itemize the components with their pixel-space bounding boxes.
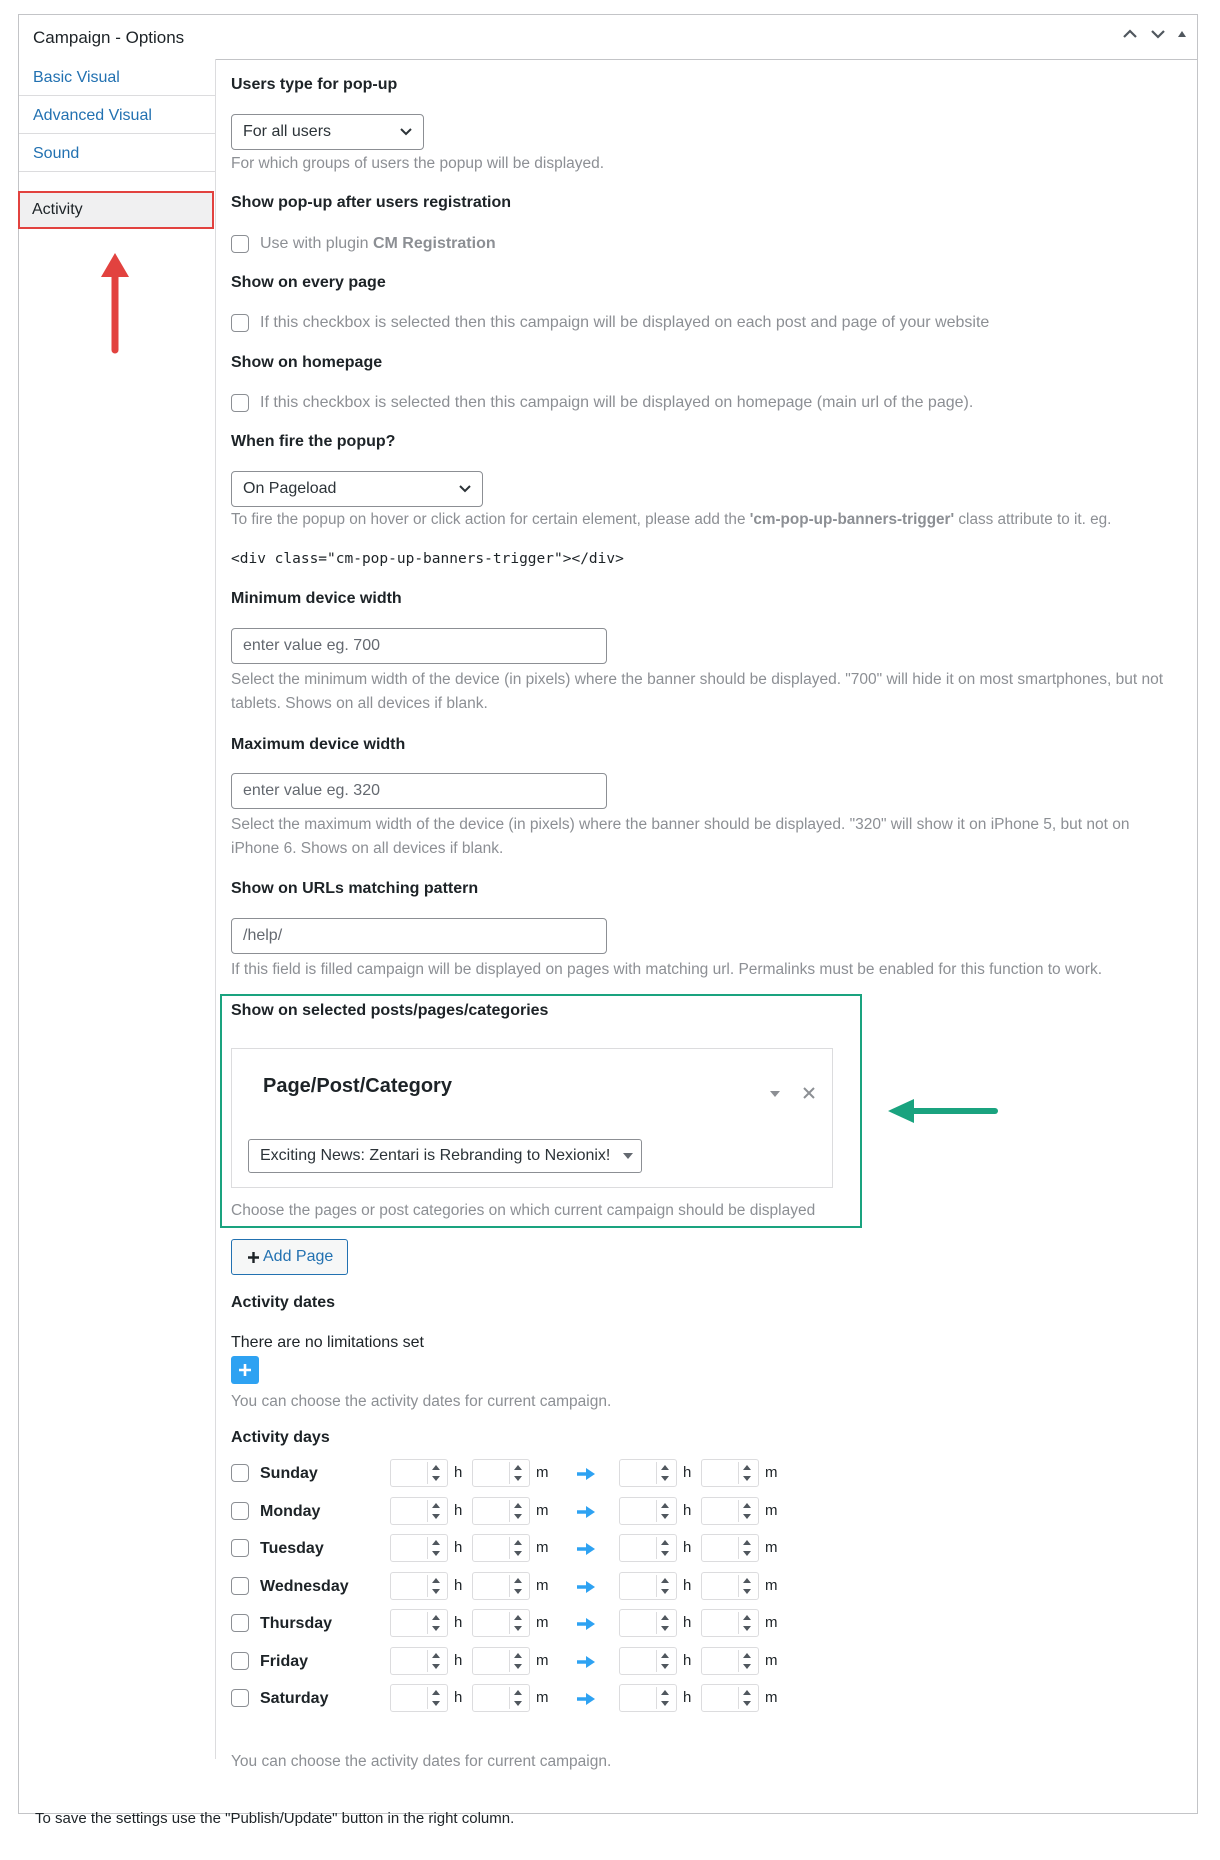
page-select-value: Exciting News: Zentari is Rebranding to Nexionix! [260,1147,611,1164]
day-checkbox[interactable] [231,1614,249,1632]
day-checkbox[interactable] [231,1539,249,1557]
unit-label: m [765,1539,778,1556]
unit-label: m [536,1614,549,1631]
every-page-label: Show on every page [231,274,386,291]
spinner-up-icon[interactable] [661,1540,669,1545]
fire-label: When fire the popup? [231,433,396,450]
spinner-down-icon[interactable] [432,1476,440,1481]
spinner-down-icon[interactable] [661,1551,669,1556]
end-hour-input[interactable] [619,1459,677,1487]
sidebar-item-advanced-visual[interactable]: Advanced Visual [19,97,215,134]
spinner-buttons[interactable] [656,1575,673,1597]
close-icon[interactable] [802,1086,816,1100]
spinner-down-icon[interactable] [661,1514,669,1519]
spinner-buttons[interactable] [509,1462,526,1484]
spinner-buttons[interactable] [656,1500,673,1522]
spinner-down-icon[interactable] [514,1589,522,1594]
activity-dates-status: There are no limitations set [231,1334,424,1351]
users-type-label: Users type for pop-up [231,76,398,93]
spinner-buttons[interactable] [738,1537,755,1559]
start-minute-input[interactable] [472,1609,530,1637]
min-width-help: Select the minimum width of the device (in pixels) where the banner should be displayed. "700" will hide it on most smartphones, but not tablets. Shows on all devices if blank. [231,671,1164,712]
sidebar-item-sound[interactable]: Sound [19,135,215,172]
arrow-right-icon [576,1617,596,1631]
spinner-down-icon[interactable] [661,1664,669,1669]
max-width-label: Maximum device width [231,736,406,753]
spinner-down-icon[interactable] [661,1626,669,1631]
after-registration-label: Show pop-up after users registration [231,194,512,211]
unit-label: m [765,1689,778,1706]
unit-label: h [683,1539,692,1556]
selected-posts-help: Choose the pages or post categories on which current campaign should be displayed [231,1202,816,1219]
unit-label: h [454,1539,463,1556]
spinner-up-icon[interactable] [661,1690,669,1695]
spinner-up-icon[interactable] [432,1503,440,1508]
spinner-buttons[interactable] [427,1650,444,1672]
end-hour-input[interactable] [619,1572,677,1600]
options-sidebar [19,59,216,1759]
end-hour-input[interactable] [619,1609,677,1637]
unit-label: m [536,1464,549,1481]
start-hour-input[interactable] [390,1459,448,1487]
arrow-right-icon [576,1580,596,1594]
spinner-up-icon[interactable] [743,1465,751,1470]
unit-label: m [765,1652,778,1669]
homepage-text: If this checkbox is selected then this campaign will be displayed on homepage (main url of the page). [260,394,974,411]
spinner-buttons[interactable] [427,1500,444,1522]
start-hour-input[interactable] [390,1497,448,1525]
homepage-label: Show on homepage [231,354,383,371]
fire-code-snippet: <div class="cm-pop-up-banners-trigger"></div> [231,551,624,567]
end-minute-input[interactable] [701,1572,759,1600]
triangle-up-icon[interactable] [1171,25,1193,47]
plus-icon [237,1362,253,1378]
spinner-up-icon[interactable] [661,1503,669,1508]
every-page-checkbox[interactable] [231,314,249,332]
start-hour-input[interactable] [390,1609,448,1637]
spinner-up-icon[interactable] [661,1653,669,1658]
spinner-up-icon[interactable] [514,1653,522,1658]
unit-label: h [454,1502,463,1519]
spinner-buttons[interactable] [427,1612,444,1634]
spinner-down-icon[interactable] [432,1589,440,1594]
url-pattern-label: Show on URLs matching pattern [231,880,479,897]
min-width-input[interactable]: enter value eg. 700 [231,628,607,664]
end-minute-input[interactable] [701,1684,759,1712]
spinner-up-icon[interactable] [432,1653,440,1658]
spinner-down-icon[interactable] [743,1626,751,1631]
spinner-down-icon[interactable] [743,1664,751,1669]
spinner-buttons[interactable] [656,1462,673,1484]
spinner-down-icon[interactable] [661,1701,669,1706]
end-minute-input[interactable] [701,1534,759,1562]
unit-label: h [454,1652,463,1669]
every-page-text: If this checkbox is selected then this campaign will be displayed on each post and page of your website [260,314,990,331]
arrow-right-icon [576,1467,596,1481]
add-page-button[interactable] [231,1239,348,1275]
spinner-buttons[interactable] [656,1650,673,1672]
users-type-help: For which groups of users the popup will be displayed. [231,155,605,172]
unit-label: m [765,1464,778,1481]
spinner-buttons[interactable] [427,1687,444,1709]
end-hour-input[interactable] [619,1684,677,1712]
fire-select[interactable] [231,471,483,507]
end-hour-input[interactable] [619,1647,677,1675]
teal-arrow-left-icon [880,1096,1000,1126]
spinner-down-icon[interactable] [432,1626,440,1631]
spinner-buttons[interactable] [427,1462,444,1484]
unit-label: h [454,1577,463,1594]
spinner-buttons[interactable] [738,1687,755,1709]
spinner-buttons[interactable] [509,1537,526,1559]
spinner-up-icon[interactable] [432,1540,440,1545]
spinner-up-icon[interactable] [661,1465,669,1470]
activity-days-label: Activity days [231,1429,330,1446]
spinner-buttons[interactable] [738,1500,755,1522]
spinner-up-icon[interactable] [661,1578,669,1583]
caret-down-icon[interactable] [769,1089,781,1099]
arrow-right-icon [576,1505,596,1519]
unit-label: h [683,1614,692,1631]
unit-label: m [765,1614,778,1631]
fire-value: On Pageload [243,480,337,497]
spinner-down-icon[interactable] [743,1476,751,1481]
unit-label: h [683,1502,692,1519]
spinner-down-icon[interactable] [661,1476,669,1481]
start-minute-input[interactable] [472,1572,530,1600]
spinner-down-icon[interactable] [743,1551,751,1556]
chevron-down-icon [399,115,413,149]
spinner-buttons[interactable] [427,1575,444,1597]
spinner-buttons[interactable] [509,1575,526,1597]
unit-label: m [765,1577,778,1594]
footer-note: To save the settings use the "Publish/Update" button in the right column. [35,1810,515,1827]
spinner-down-icon[interactable] [432,1514,440,1519]
spinner-up-icon[interactable] [514,1615,522,1620]
start-minute-input[interactable] [472,1497,530,1525]
spinner-down-icon[interactable] [432,1551,440,1556]
chevron-down-icon [458,472,472,506]
caret-down-icon [623,1152,633,1160]
homepage-checkbox[interactable] [231,394,249,412]
spinner-buttons[interactable] [738,1650,755,1672]
end-minute-input[interactable] [701,1647,759,1675]
fire-help: To fire the popup on hover or click action for certain element, please add the 'cm-pop-up-banners-trigger' class attribute to it. eg. [231,511,1112,528]
unit-label: h [454,1689,463,1706]
max-width-help: Select the maximum width of the device (in pixels) where the banner should be displayed. "320" will show it on iPhone 5, but not on iPhone 6. Shows on all devices if blank. [231,816,1130,857]
min-width-label: Minimum device width [231,590,402,607]
url-pattern-input[interactable]: /help/ [231,918,607,954]
spinner-down-icon[interactable] [514,1701,522,1706]
panel-header [19,15,1197,60]
chevron-up-icon[interactable] [1119,25,1141,47]
spinner-buttons[interactable] [509,1687,526,1709]
spinner-down-icon[interactable] [743,1589,751,1594]
start-minute-input[interactable] [472,1684,530,1712]
spinner-down-icon[interactable] [514,1476,522,1481]
spinner-buttons[interactable] [738,1575,755,1597]
start-hour-input[interactable] [390,1534,448,1562]
arrow-right-icon [576,1692,596,1706]
start-minute-input[interactable] [472,1647,530,1675]
users-type-select[interactable] [231,114,424,150]
end-hour-input[interactable] [619,1497,677,1525]
spinner-down-icon[interactable] [743,1514,751,1519]
day-checkbox[interactable] [231,1464,249,1482]
arrow-right-icon [576,1542,596,1556]
unit-label: h [454,1464,463,1481]
spinner-up-icon[interactable] [514,1578,522,1583]
day-label: Friday [260,1653,309,1670]
add-page-label: Add Page [263,1248,334,1265]
start-minute-input[interactable] [472,1459,530,1487]
spinner-down-icon[interactable] [514,1551,522,1556]
chevron-down-icon[interactable] [1147,25,1169,47]
day-label: Thursday [260,1615,333,1632]
end-minute-input[interactable] [701,1497,759,1525]
arrow-right-icon [576,1655,596,1669]
spinner-up-icon[interactable] [743,1690,751,1695]
panel-title: Campaign - Options [33,28,185,47]
spinner-buttons[interactable] [656,1537,673,1559]
unit-label: m [536,1652,549,1669]
day-checkbox[interactable] [231,1502,249,1520]
spinner-buttons[interactable] [656,1687,673,1709]
spinner-up-icon[interactable] [743,1540,751,1545]
day-checkbox[interactable] [231,1652,249,1670]
activity-dates-label: Activity dates [231,1294,336,1311]
spinner-up-icon[interactable] [743,1653,751,1658]
users-type-value: For all users [243,123,332,140]
url-pattern-help: If this field is filled campaign will be displayed on pages with matching url. Permalinks must be enabled for this function to work. [231,961,1103,978]
spinner-up-icon[interactable] [514,1690,522,1695]
add-date-button[interactable] [231,1356,259,1384]
unit-label: h [683,1689,692,1706]
activity-days-help: You can choose the activity dates for current campaign. [231,1753,612,1770]
day-label: Saturday [260,1690,329,1707]
spinner-down-icon[interactable] [432,1664,440,1669]
max-width-input[interactable]: enter value eg. 320 [231,773,607,809]
end-minute-input[interactable] [701,1459,759,1487]
sidebar-item-activity[interactable]: Activity [18,191,214,229]
spinner-up-icon[interactable] [661,1615,669,1620]
spinner-up-icon[interactable] [432,1578,440,1583]
spinner-buttons[interactable] [738,1612,755,1634]
spinner-down-icon[interactable] [514,1626,522,1631]
unit-label: h [454,1614,463,1631]
after-registration-checkbox[interactable] [231,235,249,253]
unit-label: m [536,1577,549,1594]
spinner-up-icon[interactable] [514,1465,522,1470]
page-select[interactable] [248,1139,642,1173]
after-registration-text: Use with plugin CM Registration [260,235,496,252]
sidebar-item-basic-visual[interactable]: Basic Visual [19,59,215,96]
day-label: Tuesday [260,1540,324,1557]
start-hour-input[interactable] [390,1572,448,1600]
red-arrow-up-icon [95,245,135,355]
spinner-down-icon[interactable] [743,1701,751,1706]
activity-dates-help: You can choose the activity dates for current campaign. [231,1393,612,1410]
campaign-options-panel [18,14,1198,1814]
spinner-buttons[interactable] [509,1500,526,1522]
spinner-buttons[interactable] [738,1462,755,1484]
unit-label: m [765,1502,778,1519]
spinner-up-icon[interactable] [432,1690,440,1695]
spinner-up-icon[interactable] [514,1503,522,1508]
unit-label: m [536,1539,549,1556]
day-label: Wednesday [260,1578,349,1595]
day-label: Monday [260,1503,321,1520]
day-checkbox[interactable] [231,1689,249,1707]
unit-label: m [536,1502,549,1519]
unit-label: m [536,1689,549,1706]
unit-label: h [683,1464,692,1481]
unit-label: h [683,1652,692,1669]
end-hour-input[interactable] [619,1534,677,1562]
spinner-up-icon[interactable] [432,1465,440,1470]
spinner-up-icon[interactable] [432,1615,440,1620]
spinner-down-icon[interactable] [514,1664,522,1669]
spinner-up-icon[interactable] [514,1540,522,1545]
day-checkbox[interactable] [231,1577,249,1595]
spinner-buttons[interactable] [509,1650,526,1672]
plus-icon [247,1251,260,1264]
spinner-down-icon[interactable] [661,1589,669,1594]
spinner-up-icon[interactable] [743,1578,751,1583]
selected-posts-label: Show on selected posts/pages/categories [231,1002,549,1019]
spinner-down-icon[interactable] [514,1514,522,1519]
spinner-up-icon[interactable] [743,1503,751,1508]
page-post-category-title: Page/Post/Category [263,1075,452,1097]
day-label: Sunday [260,1465,318,1482]
spinner-up-icon[interactable] [743,1615,751,1620]
end-minute-input[interactable] [701,1609,759,1637]
unit-label: h [683,1577,692,1594]
spinner-buttons[interactable] [656,1612,673,1634]
spinner-buttons[interactable] [509,1612,526,1634]
spinner-down-icon[interactable] [432,1701,440,1706]
start-hour-input[interactable] [390,1647,448,1675]
spinner-buttons[interactable] [427,1537,444,1559]
page-post-category-box [231,1048,833,1188]
start-hour-input[interactable] [390,1684,448,1712]
start-minute-input[interactable] [472,1534,530,1562]
